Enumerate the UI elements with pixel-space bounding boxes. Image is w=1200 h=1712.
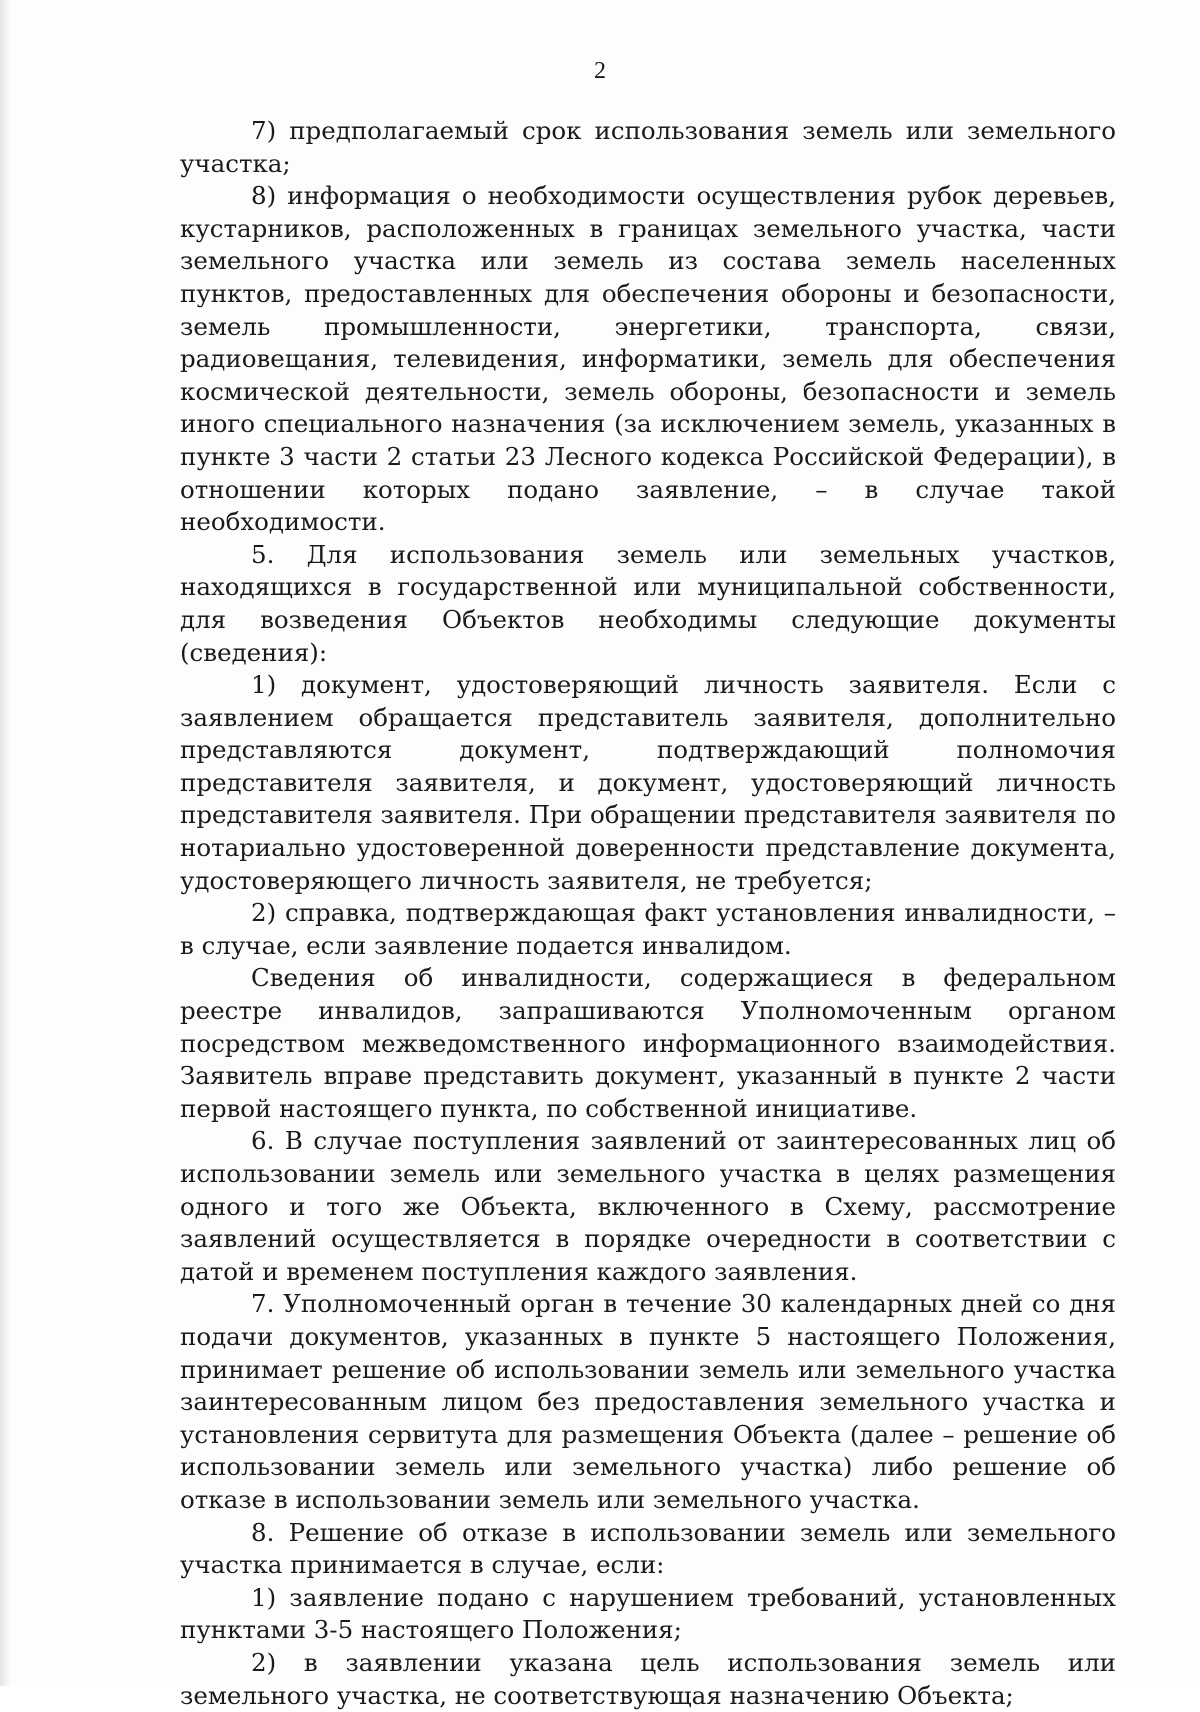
paragraph-section-8-item-2: 2) в заявлении указана цель использования земель или земельного участка, не соответствующая назначению Объекта; — [180, 1647, 1116, 1710]
paragraph-section-8-item-1: 1) заявление подано с нарушением требований, установленных пунктами 3-5 настоящего Положения; — [180, 1582, 1116, 1645]
paragraph-section-5: 5. Для использования земель или земельных участков, находящихся в государственной или муниципальной собственности, для возведения Объектов необходимы следующие документы (сведения): — [180, 539, 1116, 667]
paragraph-section-5-item-2: 2) справка, подтверждающая факт установления инвалидности, – в случае, если заявление подается инвалидом. — [180, 898, 1116, 960]
paragraph-disability-info: Сведения об инвалидности, содержащиеся в федеральном реестре инвалидов, запрашиваются Уполномоченным органом посредством межведомственного информационного взаимодействия. Заявитель вправе представить документ, указанный в пункте 2 части первой настоящего пункта, по собственной инициативе. — [180, 963, 1116, 1123]
paragraph-section-8: 8. Решение об отказе в использовании земель или земельного участка принимается в случае, если: — [180, 1517, 1116, 1580]
paragraph-item-7-term: 7) предполагаемый срок использования земель или земельного участка; — [180, 116, 1116, 178]
paragraph-section-7: 7. Уполномоченный орган в течение 30 календарных дней со дня подачи документов, указанных в пункте 5 настоящего Положения, принимает решение об использовании земель или земельного участка заинтересованным лицом без предоставления земельного участка и установления сервитута для размещения Объекта (далее – решение об использовании земель или земельного участка) либо решение об отказе в использовании земель или земельного участка. — [180, 1289, 1116, 1514]
document-body — [180, 115, 1116, 1712]
paragraph-section-5-item-1: 1) документ, удостоверяющий личность заявителя. Если с заявлением обращается представитель заявителя, дополнительно представляются документ, подтверждающий полномочия представителя заявителя, и документ, удостоверяющий личность представителя заявителя. При обращении представителя заявителя по нотариально удостоверенной доверенности представление документа, удостоверяющего личность заявителя, не требуется; — [180, 670, 1116, 895]
paragraph-section-6: 6. В случае поступления заявлений от заинтересованных лиц об использовании земель или земельного участка в целях размещения одного и того же Объекта, включенного в Схему, рассмотрение заявлений осуществляется в порядке очередности в соответствии с датой и временем поступления каждого заявления. — [180, 1126, 1116, 1286]
paragraph-item-8-tree-felling: 8) информация о необходимости осуществления рубок деревьев, кустарников, расположенных в границах земельного участка, части земельного участка или земель из состава земель населенных пунктов, предоставленных для обеспечения обороны и безопасности, земель промышленности, энергетики, транспорта, связи, радиовещания, телевидения, информатики, земель для обеспечения космической деятельности, земель обороны, безопасности и земель иного специального назначения (за исключением земель, указанных в пункте 3 части 2 статьи 23 Лесного кодекса Российской Федерации), в отношении которых подано заявление, – в случае такой необходимости. — [180, 181, 1116, 537]
page-number: 2 — [594, 58, 606, 84]
scan-edge — [0, 0, 10, 1686]
